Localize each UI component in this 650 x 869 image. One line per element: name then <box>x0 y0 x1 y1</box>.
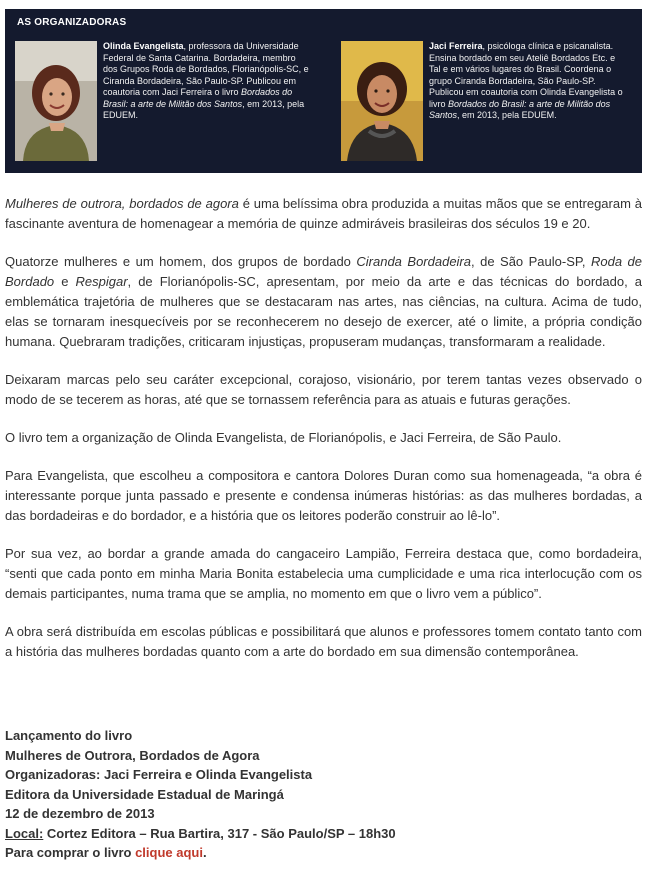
launch-organizers: Organizadoras: Jaci Ferreira e Olinda Evangelista <box>5 767 313 782</box>
jaci-name: Jaci Ferreira <box>429 41 483 51</box>
paragraph-3: Deixaram marcas pelo seu caráter excepcional, corajoso, visionário, por terem tantas vezes observado o modo de se tecerem as horas, até que se tornassem referência para as atuais e futuras gerações. <box>5 372 642 407</box>
launch-date: 12 de dezembro de 2013 <box>5 806 155 821</box>
paragraph-2: Quatorze mulheres e um homem, dos grupos de bordado Ciranda Bordadeira, de São Paulo-SP, Roda de Bordado e Respigar, de Florianópolis-SC, apresentam, por meio da arte e das técnicas do bordado, a emblemática trajetória de mulheres que se destacaram nas artes, nas ciências, na cultura. Acima de tudo, elas se tornaram inesquecíveis por se reconhecerem no desejo de exercer, até o limite, a própria condição humana. Quebraram tradições, criticaram injustiças, propuseram mudanças, transformaram a realidade. <box>5 254 643 349</box>
jaci-photo <box>341 41 423 161</box>
buy-book-link[interactable]: clique aqui <box>135 845 203 860</box>
paragraph-4: O livro tem a organização de Olinda Evangelista, de Florianópolis, e Jaci Ferreira, de São Paulo. <box>5 430 562 445</box>
launch-location: Local: Cortez Editora – Rua Bartira, 317 - São Paulo/SP – 18h30 <box>5 825 396 841</box>
launch-book: Mulheres de Outrora, Bordados de Agora <box>5 747 260 763</box>
launch-buy: Para comprar o livro clique aqui. <box>5 845 207 860</box>
banner-title: AS ORGANIZADORAS <box>17 17 127 28</box>
launch-heading: Lançamento do livro <box>5 728 133 743</box>
jaci-bio: Jaci Ferreira, psicóloga clínica e psicanalista. Ensina bordado em seu Ateliê Bordados Etc. e Tal e em vários lugares do Brasil. Coordena o grupo Ciranda Bordadeira, São Paulo-SP. Publicou em coautoria com Olinda Evangelista o livro Bordados do Brasil: a arte de Militão dos Santos, em 2013, pela EDUEM. <box>429 41 623 120</box>
paragraph-5: Para Evangelista, que escolheu a compositora e cantora Dolores Duran como sua homenageada, “a obra é interessante porque junta passado e presente e condensa inúmeras histórias: as das mulheres bordadas, a das bordadeiras e do bordador, e a história que os leitores poderão construir ao lê-lo”. <box>5 468 642 523</box>
olinda-name: Olinda Evangelista <box>103 41 184 51</box>
paragraph-1: Mulheres de outrora, bordados de agora é uma belíssima obra produzida a muitas mãos que se entregaram à fascinante aventura de homenagear a memória de quinze admiráveis brasileiras dos séculos 19 e 20. <box>5 196 642 231</box>
olinda-bio: Olinda Evangelista, professora da Universidade Federal de Santa Catarina. Bordadeira, membro dos Grupos Roda de Bordados, Florianópolis-SC, e Ciranda Bordadeira, São Paulo-SP. Publicou em coautoria com Jaci Ferreira o livro Bordados do Brasil: a arte de Militão dos Santos, em 2013, pela EDUEM. <box>103 41 309 120</box>
launch-publisher: Editora da Universidade Estadual de Maringá <box>5 786 284 802</box>
organizers-banner <box>5 9 642 173</box>
article-body <box>5 194 642 680</box>
paragraph-7: A obra será distribuída em escolas públicas e possibilitará que alunos e professores tomem contato tanto com a história das mulheres bordadas quanto com a arte do bordado em sua dimensão contemporânea. <box>5 624 642 659</box>
paragraph-6: Por sua vez, ao bordar a grande amada do cangaceiro Lampião, Ferreira destaca que, como bordadeira, “senti que cada ponto em minha Maria Bonita estabelecia uma cumplicidade e uma rica interlocução com os demais participantes, numa trama que se amplia, no momento em que o livro vem a público”. <box>5 546 642 601</box>
launch-info <box>5 726 642 863</box>
olinda-photo <box>15 41 97 161</box>
